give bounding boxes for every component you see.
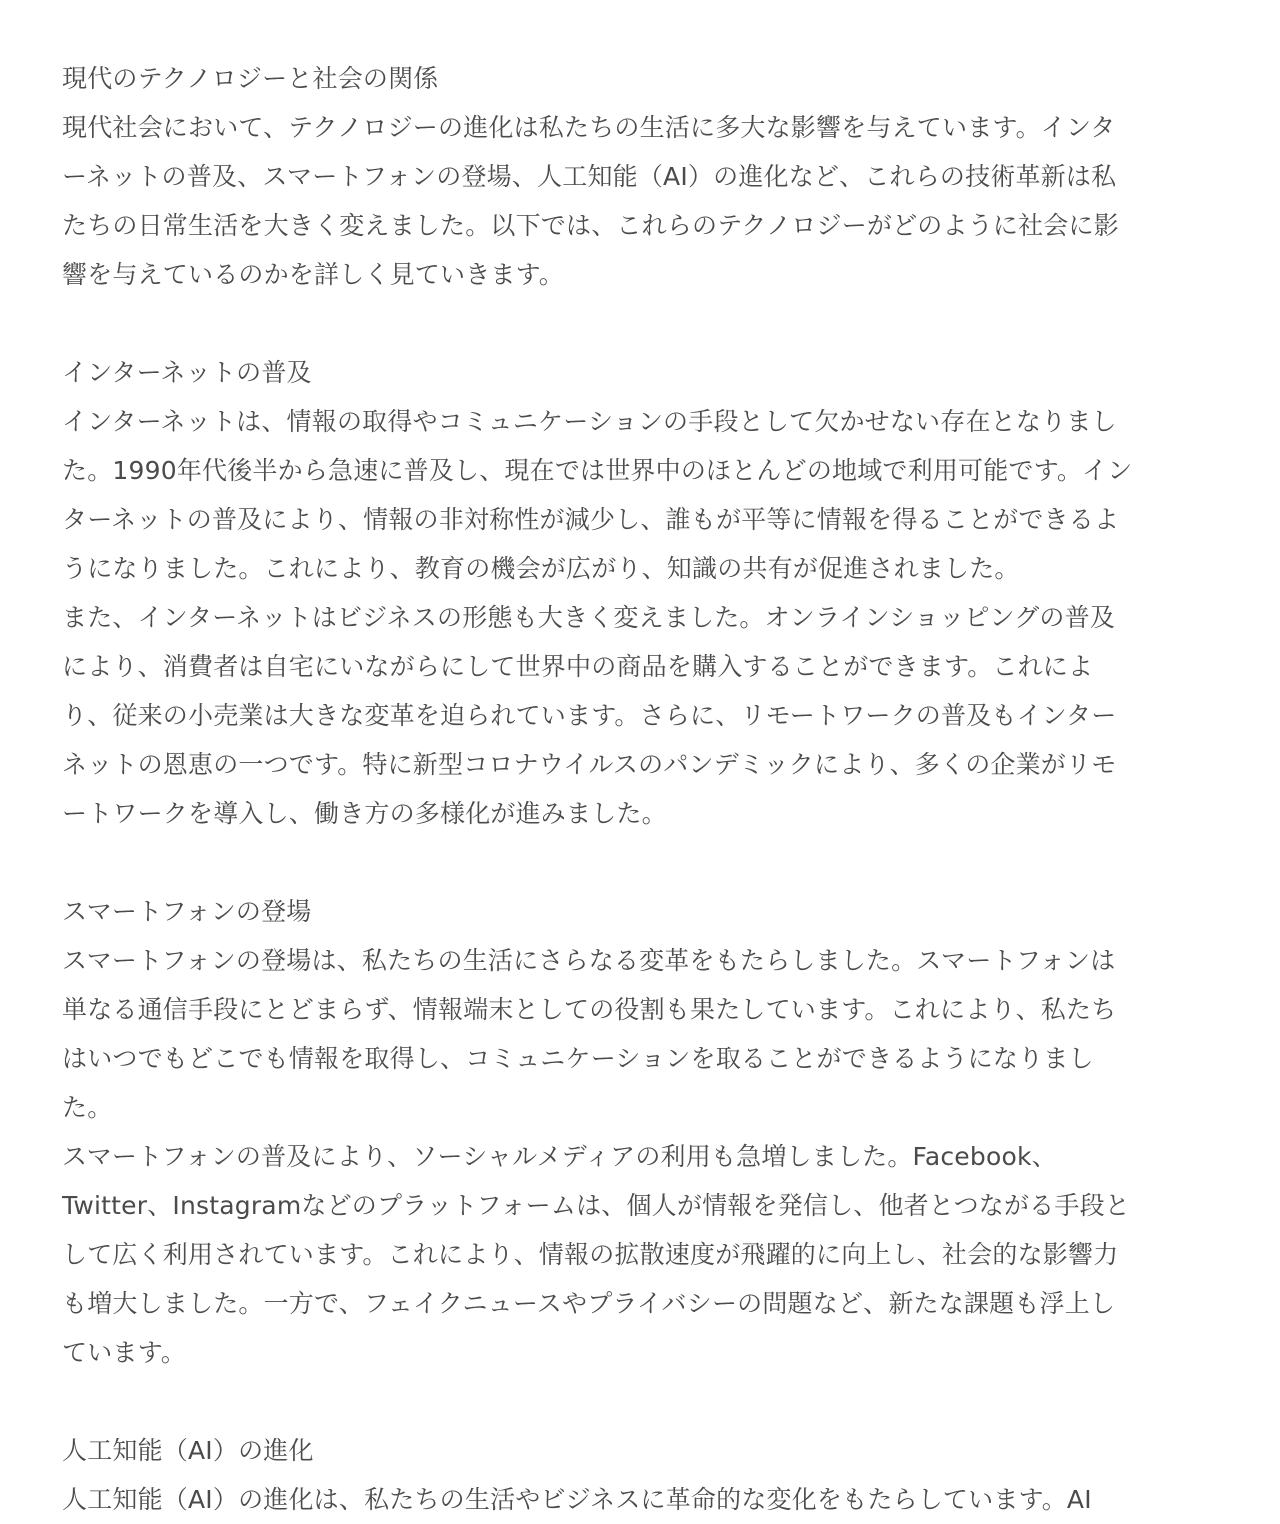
- paragraph-line: Twitter、Instagramなどのプラットフォームは、個人が情報を発信し、他者とつながる手段と: [62, 1191, 1130, 1220]
- paragraph-line: り、従来の小売業は大きな変革を迫られています。さらに、リモートワークの普及もインター: [62, 701, 1117, 730]
- paragraph-line: スマートフォンの普及により、ソーシャルメディアの利用も急増しました。Facebook、: [62, 1142, 1057, 1171]
- paragraph-line: た。: [62, 1093, 113, 1122]
- paragraph-line: ーネットの普及、スマートフォンの登場、人工知能（AI）の進化など、これらの技術革新は私: [62, 162, 1117, 191]
- paragraph-line: た。1990年代後半から急速に普及し、現在では世界中のほとんどの地域で利用可能です。イン: [62, 456, 1133, 485]
- paragraph-line: 響を与えているのかを詳しく見ていきます。: [62, 260, 565, 289]
- paragraph-line: はいつでもどこでも情報を取得し、コミュニケーションを取ることができるようになりまし: [62, 1044, 1094, 1073]
- paragraph-line: 人工知能（AI）の進化は、私たちの生活やビジネスに革命的な変化をもたらしています。AI: [62, 1485, 1092, 1514]
- paragraph-line: うになりました。これにより、教育の機会が広がり、知識の共有が促進されました。: [62, 554, 1020, 583]
- section-heading-internet: インターネットの普及: [62, 358, 312, 387]
- section-spacer: [62, 838, 1222, 887]
- paragraph-line: 現代社会において、テクノロジーの進化は私たちの生活に多大な影響を与えています。インタ: [62, 113, 1116, 142]
- document-title: 現代のテクノロジーと社会の関係: [62, 64, 439, 93]
- paragraph-line: により、消費者は自宅にいながらにして世界中の商品を購入することができます。これによ: [62, 652, 1094, 681]
- paragraph-line: ターネットの普及により、情報の非対称性が減少し、誰もが平等に情報を得ることができるよ: [62, 505, 1120, 534]
- paragraph-line: 単なる通信手段にとどまらず、情報端末としての役割も果たしています。これにより、私たち: [62, 995, 1117, 1024]
- paragraph-line: も増大しました。一方で、フェイクニュースやプライバシーの問題など、新たな課題も浮上し: [62, 1289, 1116, 1318]
- paragraph-line: たちの日常生活を大きく変えました。以下では、これらのテクノロジーがどのように社会に影: [62, 211, 1119, 240]
- section-heading-smartphone: スマートフォンの登場: [62, 897, 312, 926]
- paragraph-line: スマートフォンの登場は、私たちの生活にさらなる変革をもたらしました。スマートフォンは: [62, 946, 1116, 975]
- paragraph-line: ートワークを導入し、働き方の多様化が進みました。: [62, 799, 667, 828]
- paragraph-line: ています。: [62, 1338, 187, 1367]
- paragraph-line: インターネットは、情報の取得やコミュニケーションの手段として欠かせない存在となりまし: [62, 407, 1117, 436]
- document-body: [62, 54, 1222, 1524]
- section-heading-ai: 人工知能（AI）の進化: [62, 1436, 314, 1465]
- section-spacer: [62, 299, 1222, 348]
- paragraph-line: また、インターネットはビジネスの形態も大きく変えました。オンラインショッピングの普及: [62, 603, 1116, 632]
- paragraph-line: ネットの恩恵の一つです。特に新型コロナウイルスのパンデミックにより、多くの企業がリモ: [62, 750, 1117, 779]
- paragraph-line: して広く利用されています。これにより、情報の拡散速度が飛躍的に向上し、社会的な影響力: [62, 1240, 1119, 1269]
- section-spacer: [62, 1377, 1222, 1426]
